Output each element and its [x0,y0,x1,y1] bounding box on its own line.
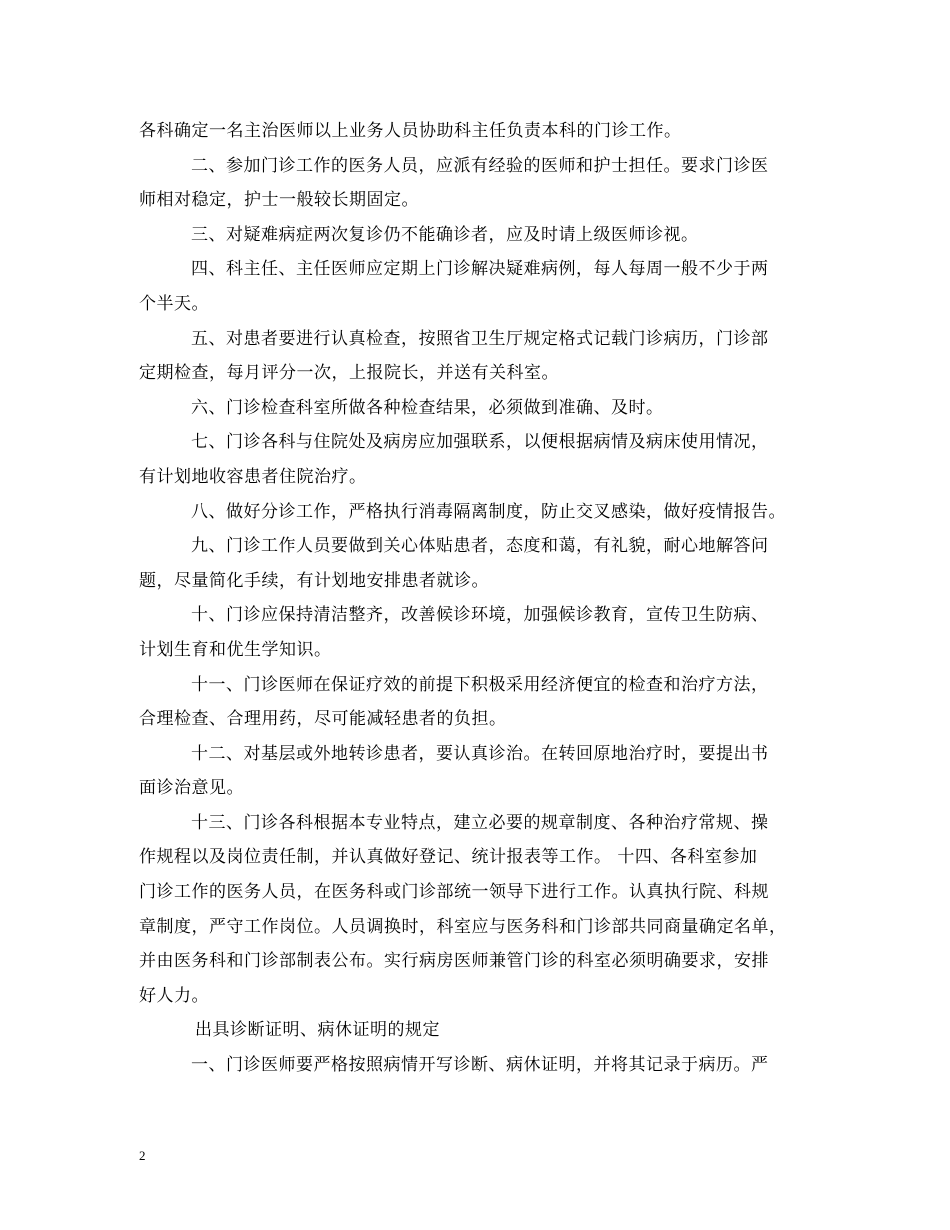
text-line: 九、门诊工作人员要做到关心体贴患者，态度和蔼，有礼貌，耐心地解答问 [191,536,769,557]
text-line: 个半天。 [139,293,209,314]
text-line: 定期检查，每月评分一次，上报院长，并送有关科室。 [139,363,559,384]
text-line: 十二、对基层或外地转诊患者，要认真诊治。在转回原地治疗时，要提出书 [191,743,769,764]
text-line: 十一、门诊医师在保证疗效的前提下积极采用经济便宜的检查和治疗方法， [191,674,769,695]
text-line: 题，尽量简化手续，有计划地安排患者就诊。 [139,570,489,591]
section-heading: 出具诊断证明、病休证明的规定 [195,1020,440,1041]
text-line: 一、门诊医师要严格按照病情开写诊断、病休证明，并将其记录于病历。严 [191,1055,769,1076]
text-line: 十、门诊应保持清洁整齐，改善候诊环境，加强候诊教育，宣传卫生防病、 [191,605,769,626]
text-line: 章制度，严守工作岗位。人员调换时，科室应与医务科和门诊部共同商量确定名单， [139,916,787,937]
text-line: 三、对疑难病症两次复诊仍不能确诊者，应及时请上级医师诊视。 [191,224,699,245]
text-line: 面诊治意见。 [139,778,244,799]
text-line: 计划生育和优生学知识。 [139,639,332,660]
text-line: 六、门诊检查科室所做各种检查结果，必须做到准确、及时。 [191,397,664,418]
page-number: 2 [139,1148,146,1163]
text-line: 各科确定一名主治医师以上业务人员协助科主任负责本科的门诊工作。 [139,121,682,141]
text-line: 合理检查、合理用药，尽可能减轻患者的负担。 [139,709,507,730]
text-line: 师相对稳定，护士一般较长期固定。 [139,190,419,211]
text-line: 五、对患者要进行认真检查，按照省卫生厅规定格式记载门诊病历，门诊部 [191,328,769,349]
text-line: 并由医务科和门诊部制表公布。实行病房医师兼管门诊的科室必须明确要求，安排 [139,951,769,972]
text-line: 十三、门诊各科根据本专业特点，建立必要的规章制度、各种治疗常规、操 [191,812,769,833]
text-line: 二、参加门诊工作的医务人员，应派有经验的医师和护士担任。要求门诊医 [191,155,769,176]
document-body [139,114,829,1083]
text-line: 好人力。 [139,985,209,1006]
text-line: 七、门诊各科与住院处及病房应加强联系，以便根据病情及病床使用情况， [191,432,769,453]
text-line: 作规程以及岗位责任制，并认真做好登记、统计报表等工作。 十四、各科室参加 [139,847,758,868]
text-line: 八、做好分诊工作，严格执行消毒隔离制度，防止交叉感染，做好疫情报告。 [191,501,786,522]
text-line: 四、科主任、主任医师应定期上门诊解决疑难病例，每人每周一般不少于两 [191,259,769,280]
text-line: 有计划地收容患者住院治疗。 [139,466,367,487]
text-line: 门诊工作的医务人员，在医务科或门诊部统一领导下进行工作。认真执行院、科规 [139,882,769,903]
